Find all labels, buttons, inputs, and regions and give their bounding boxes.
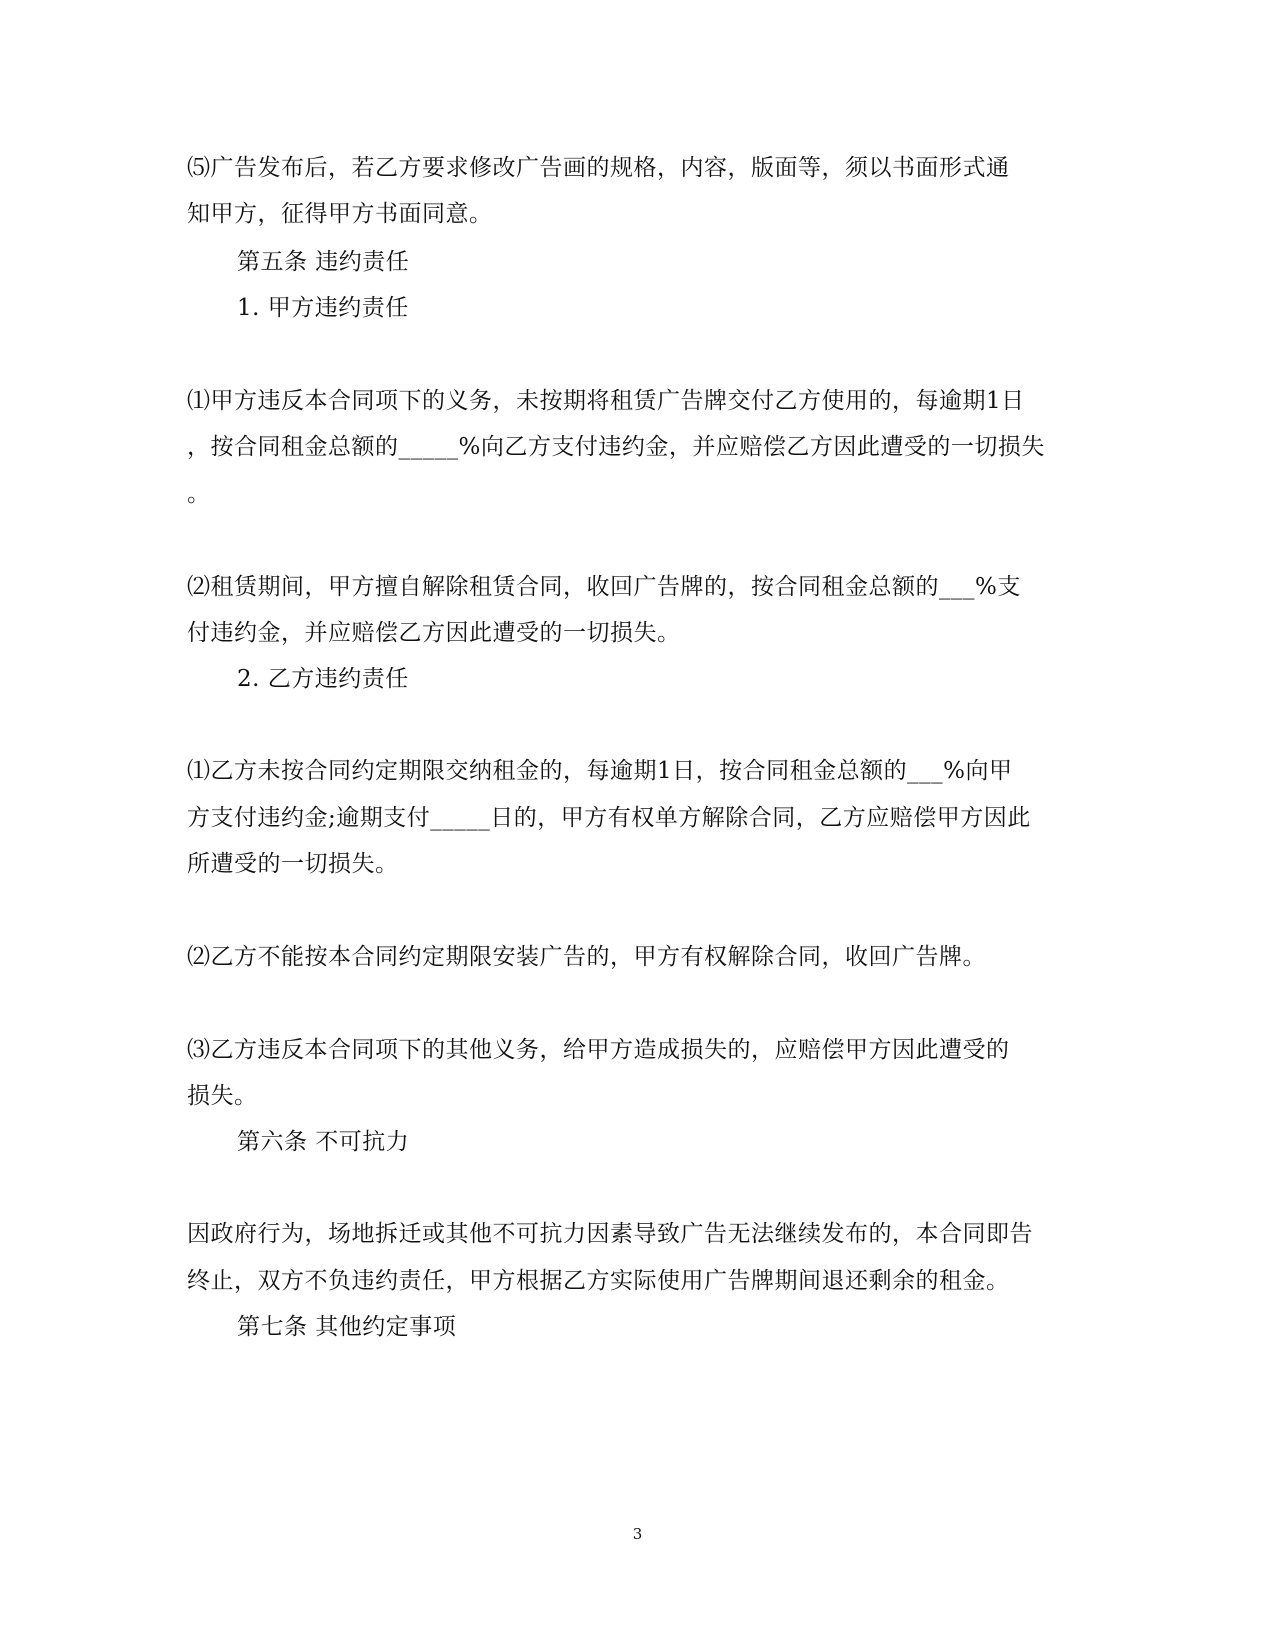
paragraph-line: ，按合同租金总额的_____%向乙方支付违约金，并应赔偿乙方因此遭受的一切损失	[187, 434, 1045, 460]
subsection-heading: 2. 乙方违约责任	[237, 666, 409, 692]
paragraph-line: 付违约金，并应赔偿乙方因此遭受的一切损失。	[187, 620, 681, 646]
section-heading: 第七条 其他约定事项	[237, 1314, 457, 1340]
page-number: 3	[632, 1525, 643, 1543]
paragraph-line: 终止，双方不负违约责任，甲方根据乙方实际使用广告牌期间退还剩余的租金。	[187, 1268, 1010, 1294]
section-heading: 第五条 违约责任	[237, 249, 410, 275]
paragraph-line: 因政府行为，场地拆迁或其他不可抗力因素导致广告无法继续发布的，本合同即告	[187, 1221, 1033, 1247]
section-heading: 第六条 不可抗力	[237, 1129, 410, 1155]
paragraph-line: 知甲方，征得甲方书面同意。	[187, 201, 493, 227]
paragraph-line: ⑵乙方不能按本合同约定期限安装广告的，甲方有权解除合同，收回广告牌。	[187, 944, 986, 970]
subsection-heading: 1. 甲方违约责任	[237, 295, 409, 321]
paragraph-line: 所遭受的一切损失。	[187, 851, 399, 877]
paragraph-line: 损失。	[187, 1083, 258, 1109]
paragraph-line: ⑴甲方违反本合同项下的义务，未按期将租赁广告牌交付乙方使用的，每逾期1日	[187, 388, 1025, 414]
paragraph-line: ⑶乙方违反本合同项下的其他义务，给甲方造成损失的，应赔偿甲方因此遭受的	[187, 1037, 1010, 1063]
paragraph-line: ⑵租赁期间，甲方擅自解除租赁合同，收回广告牌的，按合同租金总额的___%支	[187, 574, 1021, 600]
paragraph-line: 。	[187, 481, 211, 507]
paragraph-line: ⑸广告发布后，若乙方要求修改广告画的规格，内容，版面等，须以书面形式通	[187, 155, 1010, 181]
paragraph-line: 方支付违约金;逾期支付_____日的，甲方有权单方解除合同，乙方应赔偿甲方因此	[187, 805, 1031, 831]
paragraph-line: ⑴乙方未按合同约定期限交纳租金的，每逾期1日，按合同租金总额的___%向甲	[187, 758, 1013, 784]
